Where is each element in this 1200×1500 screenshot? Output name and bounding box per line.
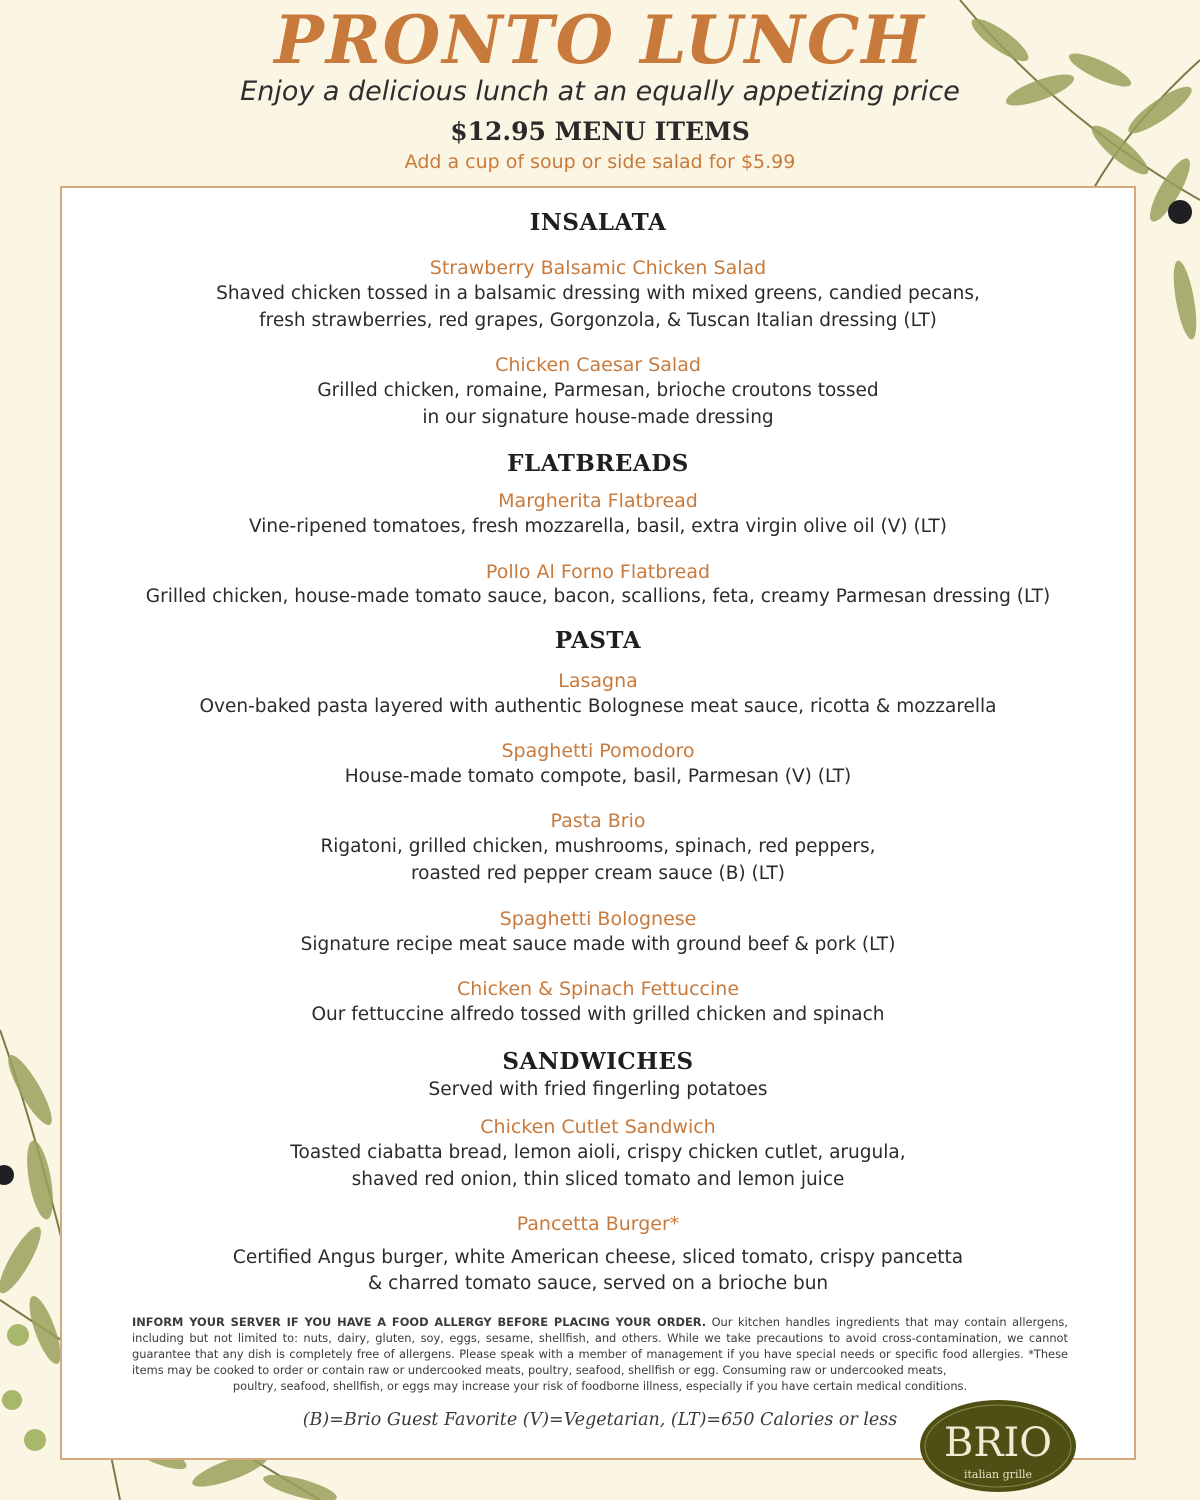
section-title-insalata: INSALATA: [529, 209, 667, 236]
item-description: Certified Angus burger, white American cheese, sliced tomato, crispy pancetta: [232, 1247, 964, 1268]
item-description: Signature recipe meat sauce made with ground beef & pork (LT): [300, 934, 896, 955]
item-description: Rigatoni, grilled chicken, mushrooms, spinach, red peppers,: [320, 836, 876, 857]
item-name: Spaghetti Pomodoro: [501, 740, 695, 762]
item-name: Chicken Cutlet Sandwich: [480, 1116, 716, 1138]
item-description: Shaved chicken tossed in a balsamic dressing with mixed greens, candied pecans,: [216, 283, 980, 304]
item-description: & charred tomato sauce, served on a brioche bun: [367, 1273, 829, 1294]
item-name: Lasagna: [558, 670, 638, 692]
menu-title: PRONTO LUNCH: [274, 1, 926, 79]
disclaimer-lead: INFORM YOUR SERVER IF YOU HAVE A FOOD ALLERGY BEFORE PLACING YOUR ORDER.: [132, 1315, 707, 1329]
item-name: Chicken Caesar Salad: [495, 354, 701, 376]
logo-tagline: italian grille: [963, 1468, 1033, 1481]
menu-card: [60, 186, 1136, 1481]
price-line: $12.95 MENU ITEMS: [450, 117, 750, 146]
item-name: Chicken & Spinach Fettuccine: [456, 978, 740, 1000]
item-name: Pollo Al Forno Flatbread: [485, 561, 711, 583]
section-note: Served with fried fingerling potatoes: [428, 1079, 768, 1100]
item-name: Pancetta Burger*: [516, 1213, 680, 1235]
item-name: Margherita Flatbread: [498, 490, 698, 512]
disclaimer-raw-note-2: poultry, seafood, shellfish, or eggs may increase your risk of foodborne illness, especially if you have certain medical conditions.: [232, 1379, 968, 1393]
item-description: Toasted ciabatta bread, lemon aioli, crispy chicken cutlet, arugula,: [290, 1142, 906, 1163]
dietary-legend: (B)=Brio Guest Favorite (V)=Vegetarian, (LT)=650 Calories or less: [302, 1410, 898, 1430]
logo-wordmark: BRIO: [943, 1420, 1053, 1466]
item-description: fresh strawberries, red grapes, Gorgonzola, & Tuscan Italian dressing (LT): [259, 310, 937, 331]
allergy-disclaimer: [132, 1314, 1068, 1394]
section-title-sandwiches: SANDWICHES: [502, 1048, 694, 1075]
item-description: Grilled chicken, romaine, Parmesan, brioche croutons tossed: [317, 380, 879, 401]
item-description: House-made tomato compote, basil, Parmesan (V) (LT): [344, 766, 852, 787]
item-description: shaved red onion, thin sliced tomato and lemon juice: [351, 1169, 845, 1190]
disclaimer-raw-note: *These items may be cooked to order or contain raw or undercooked meats, poultry, seafood, shellfish or egg. Consuming raw or undercooked meats,: [132, 1347, 1069, 1377]
addon-offer: Add a cup of soup or side salad for $5.99: [404, 151, 796, 173]
section-title-pasta: PASTA: [554, 627, 642, 654]
item-description: Vine-ripened tomatoes, fresh mozzarella, basil, extra virgin olive oil (V) (LT): [249, 516, 947, 537]
item-description: roasted red pepper cream sauce (B) (LT): [410, 863, 786, 884]
menu-subtitle: Enjoy a delicious lunch at an equally appetizing price: [240, 76, 960, 107]
item-name: Spaghetti Bolognese: [499, 908, 697, 930]
brio-logo: [918, 1398, 1078, 1494]
item-description: Our fettuccine alfredo tossed with grilled chicken and spinach: [311, 1004, 885, 1025]
item-name: Pasta Brio: [550, 810, 646, 832]
section-title-flatbreads: FLATBREADS: [507, 450, 689, 477]
item-description: in our signature house-made dressing: [422, 407, 774, 428]
item-name: Strawberry Balsamic Chicken Salad: [429, 257, 767, 279]
item-description: Oven-baked pasta layered with authentic Bolognese meat sauce, ricotta & mozzarella: [199, 696, 997, 717]
item-description: Grilled chicken, house-made tomato sauce, bacon, scallions, feta, creamy Parmesan dressing (LT): [145, 586, 1051, 607]
disclaimer-body: Our kitchen handles ingredients that may contain allergens, including but not limited to: nuts, dairy, gluten, soy, eggs, sesame, shellfish, and others. While we take precautions to avoid cross-contamination, we cannot guarantee that any dish is completely free of allergens. Please speak with a member of management if you have special needs or specific food allergies.: [132, 1315, 1068, 1361]
